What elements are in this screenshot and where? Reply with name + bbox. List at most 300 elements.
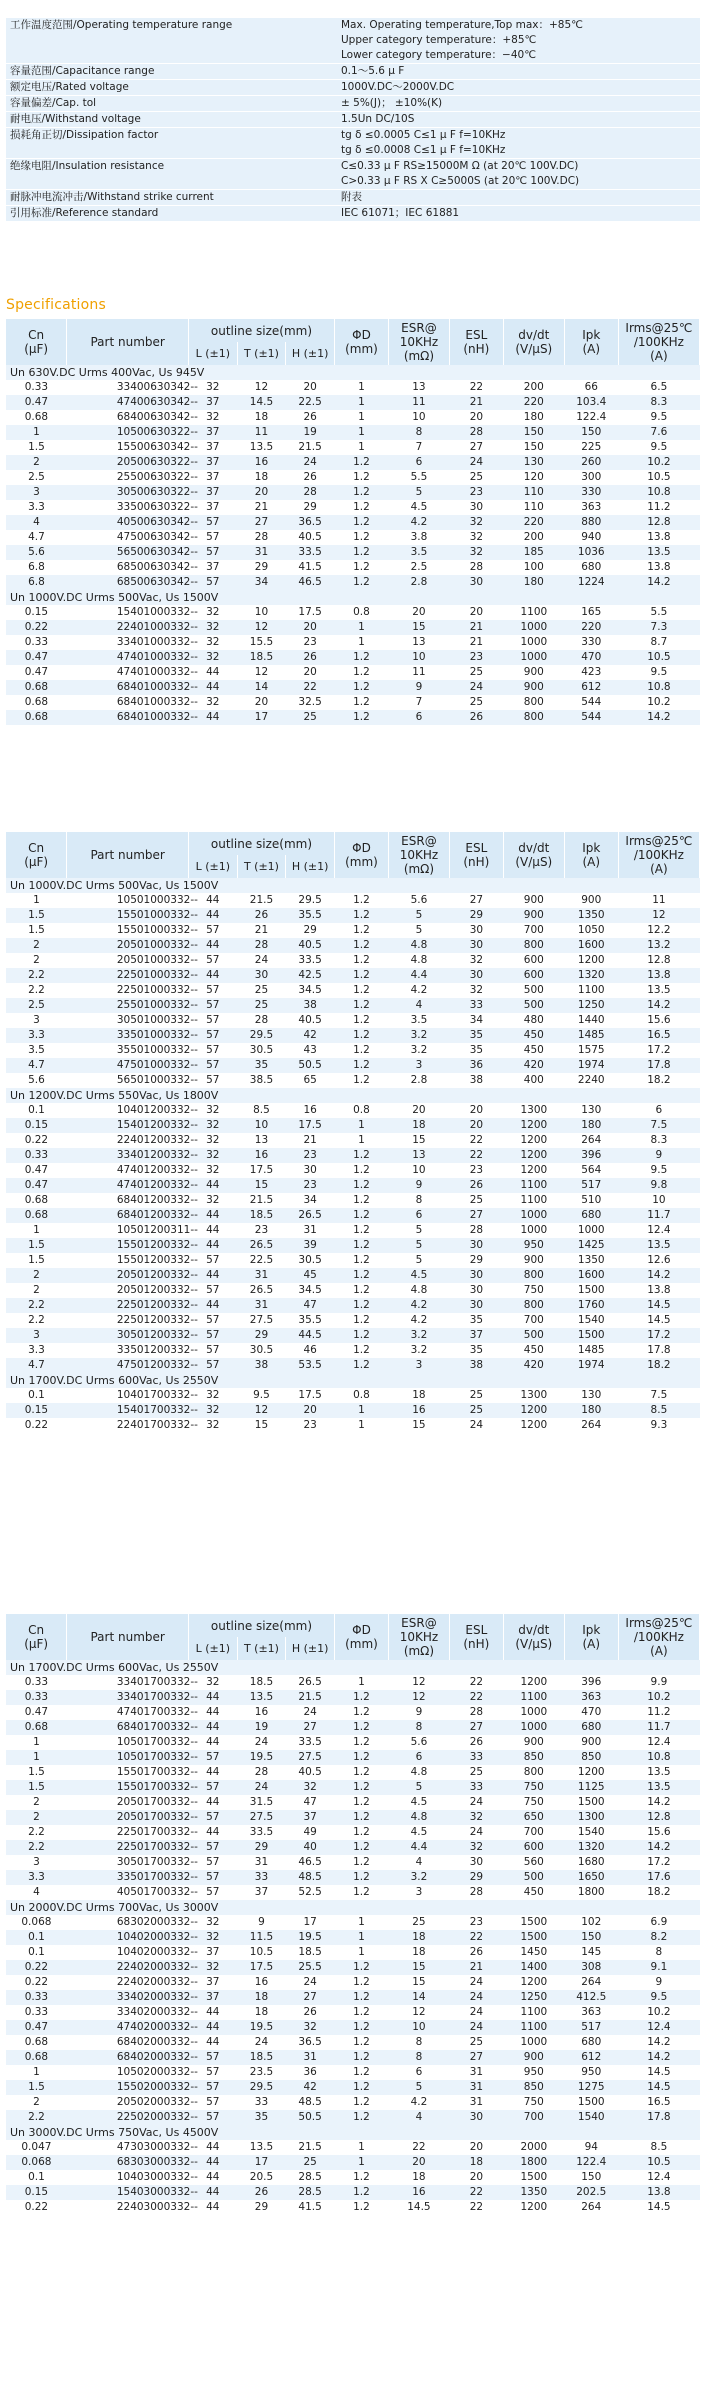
table-cell: 1425 xyxy=(564,1238,618,1253)
table-cell: 0.47 xyxy=(6,650,67,665)
table-cell: 22 xyxy=(469,1134,484,1146)
table-cell: 28 xyxy=(469,1706,484,1718)
table-cell: 1100 xyxy=(503,1690,564,1705)
table-cell: 480 xyxy=(523,1014,544,1026)
table-cell: 1.2 xyxy=(334,2185,388,2200)
table-cell: 2.5 xyxy=(28,471,45,483)
table-cell: 47401200332-- xyxy=(67,1178,189,1193)
table-cell: 57 xyxy=(188,1058,237,1073)
table-cell: 1.2 xyxy=(353,1284,370,1296)
table-cell: 1.5 xyxy=(6,1780,67,1795)
table-cell: 9.1 xyxy=(618,1960,699,1975)
table-cell: 29.5 xyxy=(237,2080,286,2095)
table-cell: 44 xyxy=(188,1238,237,1253)
table-cell: 23 xyxy=(303,636,317,648)
table-cell: 10 xyxy=(389,650,450,665)
table-cell: 180 xyxy=(523,411,544,423)
table-cell: 10.2 xyxy=(647,696,671,708)
table-cell: 1 xyxy=(358,636,365,648)
table-cell: 31 xyxy=(237,1298,286,1313)
table-cell: 150 xyxy=(581,2171,602,2183)
table-cell: 31 xyxy=(469,2066,484,2078)
group-title: Un 3000V.DC Urms 750Vac, Us 4500V xyxy=(6,2125,700,2140)
table-cell: 1.2 xyxy=(353,1826,370,1838)
table-cell: 4.5 xyxy=(410,501,428,513)
table-cell: 57 xyxy=(188,1750,237,1765)
table-cell: 8 xyxy=(389,2050,450,2065)
table-cell: 3.5 xyxy=(389,545,450,560)
spec-value xyxy=(341,112,700,127)
table-row xyxy=(6,1208,700,1223)
table-cell: 1100 xyxy=(520,2006,548,2018)
table-cell: 1.2 xyxy=(353,471,370,483)
table-cell: 18 xyxy=(237,1990,286,2005)
table-cell: 28 xyxy=(254,531,269,543)
table-cell: 6 xyxy=(415,2066,423,2078)
table-cell: 1540 xyxy=(564,2110,618,2125)
table-cell: 20501700332-- xyxy=(67,1810,189,1825)
table-cell: 1.2 xyxy=(334,1208,388,1223)
table-cell: 17.2 xyxy=(618,1328,699,1343)
table-cell: 1.2 xyxy=(334,1690,388,1705)
table-cell: 27 xyxy=(449,1208,503,1223)
table-cell: 18.5 xyxy=(237,650,286,665)
table-cell: 4.8 xyxy=(410,954,428,966)
table-cell: 46.5 xyxy=(298,1856,322,1868)
table-cell: 57 xyxy=(206,2066,220,2078)
spec-value xyxy=(341,206,700,221)
table-cell: 22402000332-- xyxy=(116,1976,198,1988)
table-cell: 2 xyxy=(33,1796,40,1808)
spec-key: 容量偏差/Cap. tol xyxy=(10,97,97,109)
table-row xyxy=(6,1013,700,1028)
table-cell: 35 xyxy=(449,1028,503,1043)
table-cell: 9.8 xyxy=(618,1178,699,1193)
table-cell: 1 xyxy=(6,1750,67,1765)
spec-row xyxy=(6,96,700,112)
table-cell: 68302000332-- xyxy=(116,1916,198,1928)
table-cell: 10 xyxy=(412,1164,426,1176)
table-cell: 8 xyxy=(415,2036,423,2048)
table-cell: 42 xyxy=(286,2080,335,2095)
table-cell: 48.5 xyxy=(298,2096,322,2108)
table-cell: 24 xyxy=(469,1826,484,1838)
table-row xyxy=(6,575,700,590)
table-cell: 38 xyxy=(469,1074,484,1086)
table-cell: 3 xyxy=(33,1014,40,1026)
table-row xyxy=(6,1945,700,1960)
table-cell: 0.68 xyxy=(24,2036,49,2048)
table-cell: 1.2 xyxy=(334,998,388,1013)
table-cell: 10402000332-- xyxy=(67,1930,189,1945)
table-cell: 32 xyxy=(206,1916,220,1928)
table-cell: 1320 xyxy=(564,1840,618,1855)
table-cell: 3.8 xyxy=(410,531,428,543)
spec-row xyxy=(6,190,700,206)
table-cell: 11 xyxy=(237,425,286,440)
table-cell: 21 xyxy=(449,620,503,635)
table-cell: 25500630322-- xyxy=(116,471,198,483)
table-cell: 17 xyxy=(303,1916,317,1928)
table-cell: 9.5 xyxy=(618,1990,699,2005)
table-cell: 122.4 xyxy=(564,2155,618,2170)
table-cell: 3.5 xyxy=(410,1014,428,1026)
table-cell: 33 xyxy=(254,2096,269,2108)
table-cell: 2 xyxy=(6,938,67,953)
spec-value xyxy=(341,18,700,63)
table-cell: 225 xyxy=(581,441,602,453)
table-cell: 57 xyxy=(206,1044,220,1056)
table-row xyxy=(6,680,700,695)
table-cell: 23 xyxy=(469,1916,484,1928)
table-cell: 1.2 xyxy=(353,696,370,708)
table-cell: 650 xyxy=(503,1810,564,1825)
table-cell: 14.5 xyxy=(647,2066,671,2078)
table-cell: 26 xyxy=(303,411,317,423)
table-cell: 0.68 xyxy=(24,411,49,423)
table-cell: 1.2 xyxy=(334,1810,388,1825)
table-cell: 1.2 xyxy=(334,575,388,590)
table-cell: 28 xyxy=(469,1224,484,1236)
table-cell: 21 xyxy=(254,924,269,936)
table-cell: 17.5 xyxy=(298,606,322,618)
table-cell: 32 xyxy=(449,515,503,530)
table-cell: 19 xyxy=(286,425,335,440)
table-cell: 16 xyxy=(237,455,286,470)
table-cell: 32 xyxy=(206,1419,220,1431)
table-cell: 1500 xyxy=(577,1796,605,1808)
table-cell: 25501000332-- xyxy=(67,998,189,1013)
table-cell: 33 xyxy=(449,1780,503,1795)
table-row xyxy=(6,1193,700,1208)
table-row xyxy=(6,1358,700,1373)
table-cell: 15401000332-- xyxy=(116,606,198,618)
table-row xyxy=(6,695,700,710)
table-cell: 24 xyxy=(303,1976,317,1988)
table-row xyxy=(6,923,700,938)
table-cell: 44 xyxy=(188,2155,237,2170)
table-cell: 35 xyxy=(237,2110,286,2125)
spec-key: 额定电压/Rated voltage xyxy=(10,81,129,93)
table-cell: 33401700332-- xyxy=(67,1690,189,1705)
table-cell: 25 xyxy=(412,1916,426,1928)
table-cell: 363 xyxy=(581,501,602,513)
table-cell: 9 xyxy=(415,1706,423,1718)
table-cell: 20 xyxy=(412,606,426,618)
table-cell: 750 xyxy=(523,1796,544,1808)
table-cell: 27 xyxy=(469,894,484,906)
table-cell: 450 xyxy=(523,1886,544,1898)
table-cell: 500 xyxy=(503,998,564,1013)
table-cell: 24 xyxy=(449,1990,503,2005)
table-cell: 3.3 xyxy=(28,501,45,513)
table-cell: 18.2 xyxy=(647,1074,671,1086)
table-cell: 1 xyxy=(358,381,365,393)
table-cell: 24 xyxy=(449,455,503,470)
table-cell: 1.5 xyxy=(6,908,67,923)
table-cell: 22401200332-- xyxy=(116,1134,198,1146)
table-cell: 57 xyxy=(188,1810,237,1825)
table-cell: 1000 xyxy=(520,1706,548,1718)
table-cell: 1.2 xyxy=(353,2036,370,2048)
table-cell: 33501700332-- xyxy=(67,1870,189,1885)
table-cell: 4.2 xyxy=(389,515,450,530)
table-cell: 122.4 xyxy=(576,411,607,423)
table-cell: 1.2 xyxy=(353,984,370,996)
table-cell: 16 xyxy=(254,1706,269,1718)
table-cell: 1000 xyxy=(520,1224,548,1236)
table-cell: 43 xyxy=(303,1044,317,1056)
table-cell: 800 xyxy=(523,1766,544,1778)
table-cell: 26.5 xyxy=(237,1238,286,1253)
spec-table xyxy=(6,18,700,222)
table-row xyxy=(6,2170,700,2185)
table-cell: 1.2 xyxy=(353,531,370,543)
table-cell: 15401700332-- xyxy=(67,1403,189,1418)
table-cell: 0.22 xyxy=(6,620,67,635)
table-cell: 44.5 xyxy=(286,1328,335,1343)
table-cell: 33401000332-- xyxy=(116,636,198,648)
table-cell: 1.2 xyxy=(334,1028,388,1043)
table-cell: 8.5 xyxy=(253,1104,270,1116)
table-cell: 1100 xyxy=(520,606,548,618)
table-cell: 34.5 xyxy=(298,1284,322,1296)
table-cell: 14.2 xyxy=(647,1796,671,1808)
table-cell: 32 xyxy=(286,2020,335,2035)
table-cell: 0.33 xyxy=(24,2006,49,2018)
table-cell: 7.5 xyxy=(618,1118,699,1133)
table-cell: 0.33 xyxy=(6,1148,67,1163)
table-row xyxy=(6,1885,700,1900)
table-row xyxy=(6,650,700,665)
table-cell: 23.5 xyxy=(249,2066,274,2078)
table-cell: 3 xyxy=(33,1856,40,1868)
table-cell: 0.47 xyxy=(24,666,49,678)
table-cell: 4 xyxy=(6,515,67,530)
table-cell: 21 xyxy=(254,501,269,513)
table-row xyxy=(6,545,700,560)
table-cell: 38 xyxy=(237,1358,286,1373)
table-cell: 57 xyxy=(188,545,237,560)
table-cell: 950 xyxy=(581,2066,602,2078)
spec-row xyxy=(6,159,700,190)
table-cell: 26 xyxy=(237,2185,286,2200)
header-diameter: ΦD (mm) xyxy=(334,832,388,878)
table-cell: 1200 xyxy=(520,1164,548,1176)
table-cell: 26 xyxy=(449,1178,503,1193)
header-outline-size: outline size(mm) xyxy=(188,832,334,855)
table-cell: 1.2 xyxy=(334,1960,388,1975)
table-cell: 264 xyxy=(581,1419,602,1431)
table-cell: 44 xyxy=(188,1720,237,1735)
table-cell: 57 xyxy=(206,1314,220,1326)
table-cell: 14 xyxy=(237,680,286,695)
table-row xyxy=(6,1840,700,1855)
table-cell: 1.2 xyxy=(353,666,370,678)
table-cell: 32 xyxy=(206,1676,220,1688)
table-cell: 2 xyxy=(6,1268,67,1283)
table-cell: 180 xyxy=(564,1118,618,1133)
table-cell: 1.2 xyxy=(334,1870,388,1885)
table-cell: 1.2 xyxy=(353,2171,370,2183)
table-cell: 165 xyxy=(581,606,602,618)
table-cell: 25 xyxy=(469,1194,484,1206)
table-cell: 15501000332-- xyxy=(67,908,189,923)
table-cell: 13.5 xyxy=(237,1690,286,1705)
table-cell: 1 xyxy=(358,411,365,423)
table-cell: 24 xyxy=(469,1796,484,1808)
table-cell: 11.2 xyxy=(647,501,671,513)
table-cell: 30 xyxy=(449,2110,503,2125)
table-cell: 2.2 xyxy=(6,1840,67,1855)
table-cell: 15502000332-- xyxy=(67,2080,189,2095)
spec-key: 耐脉冲电流冲击/Withstand strike current xyxy=(10,191,214,203)
table-cell: 15501700332-- xyxy=(116,1766,198,1778)
table-cell: 32 xyxy=(206,381,220,393)
table-cell: 4.2 xyxy=(410,1314,428,1326)
table-cell: 29 xyxy=(254,2201,269,2213)
table-cell: 68303000332-- xyxy=(67,2155,189,2170)
table-cell: 20.5 xyxy=(249,2171,274,2183)
table-cell: 25 xyxy=(469,1766,484,1778)
table-cell: 16 xyxy=(389,2185,450,2200)
table-cell: 5 xyxy=(415,1224,423,1236)
table-cell: 0.33 xyxy=(6,1990,67,2005)
table-cell: 37 xyxy=(188,395,237,410)
table-cell: 7 xyxy=(415,441,423,453)
table-cell: 33.5 xyxy=(298,1736,322,1748)
table-cell: 1.2 xyxy=(334,2110,388,2125)
table-cell: 950 xyxy=(523,2066,544,2078)
table-row xyxy=(6,1915,700,1930)
table-cell: 1.2 xyxy=(353,924,370,936)
table-cell: 40500630342-- xyxy=(67,515,189,530)
table-cell: 1760 xyxy=(564,1298,618,1313)
table-cell: 2.5 xyxy=(410,561,428,573)
table-cell: 22501000332-- xyxy=(116,984,198,996)
table-cell: 0.33 xyxy=(24,381,49,393)
table-cell: 1.2 xyxy=(334,1328,388,1343)
table-cell: 21 xyxy=(469,636,484,648)
table-cell: 33402000332-- xyxy=(67,1990,189,2005)
table-cell: 20 xyxy=(303,666,317,678)
table-cell: 26 xyxy=(469,1946,484,1958)
table-row xyxy=(6,1178,700,1193)
table-cell: 8 xyxy=(655,1946,663,1958)
table-cell: 363 xyxy=(564,1690,618,1705)
table-cell: 44 xyxy=(188,1268,237,1283)
table-cell: 1.2 xyxy=(353,1736,370,1748)
table-cell: 612 xyxy=(564,680,618,695)
table-cell: 31 xyxy=(237,1268,286,1283)
table-cell: 27.5 xyxy=(286,1750,335,1765)
table-cell: 8 xyxy=(415,1194,423,1206)
table-cell: 18.5 xyxy=(249,1676,274,1688)
table-cell: 300 xyxy=(581,471,602,483)
table-cell: 57 xyxy=(188,1028,237,1043)
group-title-row xyxy=(6,590,700,605)
table-cell: 23 xyxy=(254,1224,269,1236)
table-cell: 22.5 xyxy=(286,395,335,410)
table-cell: 56501000332-- xyxy=(116,1074,198,1086)
table-cell: 33 xyxy=(449,1750,503,1765)
table-cell: 5 xyxy=(389,908,450,923)
table-cell: 1800 xyxy=(503,2155,564,2170)
table-cell: 30 xyxy=(449,1298,503,1313)
table-cell: 22402000332-- xyxy=(67,1960,189,1975)
table-cell: 18 xyxy=(412,1946,426,1958)
table-cell: 3.2 xyxy=(389,1328,450,1343)
table-cell: 900 xyxy=(581,1736,602,1748)
table-cell: 56500630342-- xyxy=(67,545,189,560)
table-cell: 32 xyxy=(188,650,237,665)
table-cell: 1100 xyxy=(503,1178,564,1193)
table-cell: 1200 xyxy=(520,1976,548,1988)
table-cell: 44 xyxy=(206,1796,220,1808)
table-cell: 18 xyxy=(254,2006,269,2018)
table-row xyxy=(6,1750,700,1765)
table-cell: 100 xyxy=(523,561,544,573)
table-cell: 68401200332-- xyxy=(67,1208,189,1223)
header-esl: ESL (nH) xyxy=(449,319,503,365)
table-cell: 40.5 xyxy=(286,938,335,953)
table-cell: 12.6 xyxy=(647,1254,671,1266)
table-cell: 28 xyxy=(254,1766,269,1778)
table-row xyxy=(6,2020,700,2035)
table-cell: 13 xyxy=(412,381,426,393)
table-cell: 20 xyxy=(286,620,335,635)
table-cell: 57 xyxy=(188,1870,237,1885)
table-cell: 32 xyxy=(188,620,237,635)
table-cell: 0.1 xyxy=(28,2171,45,2183)
table-cell: 396 xyxy=(581,1676,602,1688)
table-cell: 900 xyxy=(523,666,544,678)
table-cell: 264 xyxy=(581,1976,602,1988)
table-row xyxy=(6,2155,700,2170)
table-cell: 12.4 xyxy=(647,1224,671,1236)
table-cell: 57 xyxy=(188,2110,237,2125)
spec-key: 工作温度范围/Operating temperature range xyxy=(10,19,233,31)
group-title: Un 630V.DC Urms 400Vac, Us 945V xyxy=(6,365,700,380)
table-cell: 47401000332-- xyxy=(116,666,198,678)
table-cell: 264 xyxy=(581,2201,602,2213)
table-cell: 0.1 xyxy=(6,1930,67,1945)
table-cell: 4.4 xyxy=(389,968,450,983)
table-cell: 1650 xyxy=(564,1870,618,1885)
table-cell: 37 xyxy=(286,1810,335,1825)
table-cell: 44 xyxy=(206,2171,220,2183)
table-cell: 0.8 xyxy=(353,606,370,618)
table-cell: 7 xyxy=(415,696,423,708)
table-row xyxy=(6,1780,700,1795)
table-cell: 9 xyxy=(258,1916,265,1928)
table-cell: 1.2 xyxy=(353,1344,370,1356)
table-cell: 50.5 xyxy=(286,1058,335,1073)
table-cell: 2 xyxy=(33,1284,40,1296)
group-title: Un 1700V.DC Urms 600Vac, Us 2550V xyxy=(6,1660,700,1675)
table-cell: 20501000332-- xyxy=(67,938,189,953)
table-cell: 44 xyxy=(188,2020,237,2035)
table-cell: 11 xyxy=(412,666,426,678)
table-cell: 28 xyxy=(237,938,286,953)
table-cell: 22501700332-- xyxy=(67,1840,189,1855)
table-cell: 2.5 xyxy=(6,998,67,1013)
table-row xyxy=(6,1825,700,1840)
table-cell: 185 xyxy=(503,545,564,560)
table-cell: 23 xyxy=(303,1419,317,1431)
table-cell: 20501200332-- xyxy=(116,1284,198,1296)
table-cell: 57 xyxy=(206,1856,220,1868)
